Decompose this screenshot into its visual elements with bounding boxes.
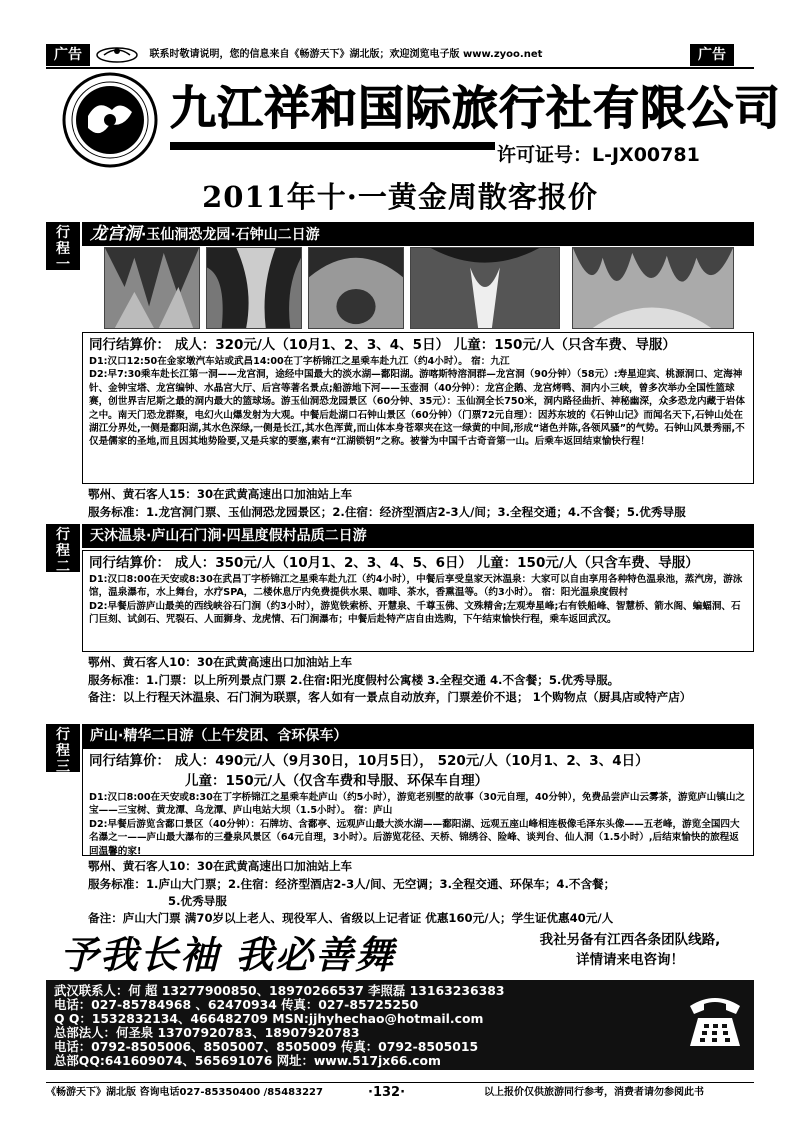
route-label-char: 行 [56,225,70,241]
slogan-note-line: 我社另备有江西各条团队线路, [539,932,721,948]
route-price-1: 同行结算价： 成人：320元/人（10月1、2、3、4、5日） 儿童：150元/人（只含车费、导服） [89,337,676,353]
itinerary-day: D1:汉口12:50在金家墩汽车站或武昌14:00在丁字桥锦江之星乘车赴九江（约4小时）。 宿：九江 [89,356,510,367]
footer-left: 《畅游天下》湖北版 咨询电话027-85350400 /85483227 [46,1087,323,1098]
ad-tag-right: 广告 [690,44,734,66]
route-bus-3: 鄂州、黄石客人10：30在武黄高速出口加油站上车 [88,859,353,873]
cave-photo [206,247,302,329]
route-label-3 [46,724,80,775]
route-note-2: 备注：以上行程天沐温泉、石门涧为联票，客人如有一景点自动放弃，门票差价不退； 1个购物点（厨具店或特产店） [88,690,692,704]
route-label-char: 行 [56,527,70,543]
route-price-3: 同行结算价： 成人：490元/人（9月30日，10月5日）， 520元/人（10月1、2、3、4日） [89,753,649,769]
cave-photo-strip [104,247,734,329]
route-itinerary-1 [89,355,747,449]
slogan-note [505,930,755,980]
contact-row: 总部法人：何圣泉 13707920783、18907920783 [54,1025,360,1040]
itinerary-day: D1:汉口8:00在天安或8:30在丁字桥锦江之星乘车赴庐山（约5小时），游览老别墅的故事（30元自理，40分钟），免费品尝庐山云雾茶，游览庐山镇山之宝——三宝树、黄龙潭、乌龙潭、庐山电站大坝（1.5小时）。 宿：庐山 [89,792,746,817]
route-itinerary-2 [89,573,747,627]
page-title: 2011年十·一黄金周散客报价 [202,180,598,214]
route-label-1 [46,222,80,273]
cave-photo [104,247,200,329]
route-detail-box-3 [82,748,754,856]
itinerary-day: D2:早餐后游庐山最美的西线峡谷石门涧（约3小时），游览铁索桥、开慧泉、千尊玉佛、文殊精舍;左观寿星峰;右有铁船峰、智慧桥、箭水阁、蝙蝠洞、石门巨刻、试剑石、咒裂石、人面狮身、龙虎情、石门涧瀑布；中餐后赴特产店自由选购，下午结束愉快行程，乘车返回武汉。 [89,600,741,626]
route-bus-2: 鄂州、黄石客人10：30在武黄高速出口加油站上车 [88,655,353,669]
company-name: 九江祥和国际旅行社有限公司 [170,81,781,135]
route-service-3-cont: 5.优秀导服 [168,894,227,908]
route-detail-box-1 [82,332,754,484]
itinerary-day: D2:早餐后游览含鄱口景区（40分钟）：石牌坊、含鄱亭、远观庐山最大淡水湖——鄱阳湖、远观五座山峰相连极像毛泽东头像——五老峰，游览全国四大名瀑之一——庐山最大瀑布的三叠泉风景区（64元自理，3小时）。后游览花径、天桥、锦绣谷、险峰、谈判台、仙人洞（1.5小时）,后结束愉快的旅程返回温馨的家! [89,818,740,857]
route-label-2 [46,524,80,575]
route-title-bar-1 [82,222,754,246]
route-service-3: 服务标准：1.庐山大门票；2.住宿：经济型酒店2-3人/间、无空调；3.全程交通、环保车；4.不含餐； [88,877,616,891]
route-itinerary-3 [89,791,747,858]
route-service-1: 服务标准：1.龙宫洞门票、玉仙洞恐龙园景区；2.住宿：经济型酒店2-3人/间；3.全程交通；4.不含餐；5.优秀导服 [88,505,686,519]
route-label-char: 行 [56,727,70,743]
ad-tag-left: 广告 [46,44,90,66]
route-label-char: 二 [56,559,70,575]
slogan-calligraphy: 予我长袖 我必善舞 [60,932,396,977]
route-label-char: 程 [56,241,70,257]
route-title-rest: 天沐温泉·庐山石门涧·四星度假村品质二日游 [90,528,367,544]
footer-divider [46,1082,754,1083]
route-label-char: 程 [56,543,70,559]
route-service-2: 服务标准：1.门票：以上所列景点门票 2.住宿:阳光度假村公寓楼 3.全程交通 4.不含餐；5.优秀导服。 [88,673,620,687]
contact-row: 电话：0792-8505006、8505007、8505009 传真：0792-8505015 [54,1039,479,1054]
route-title-bar-3 [82,724,754,748]
telephone-icon [684,988,746,1052]
license-number: 许可证号：L-JX00781 [497,144,700,166]
changyou-logo-icon [94,45,140,63]
top-info-text: 联系时敬请说明，您的信息来自《畅游天下》湖北版；欢迎浏览电子版 www.zyoo.net [149,49,543,60]
company-underline [170,142,495,150]
route-detail-box-2 [82,550,754,652]
route-title-rest: ·玉仙洞恐龙园·石钟山二日游 [141,227,320,243]
header-divider [46,67,754,69]
route-title-bar-2 [82,524,754,548]
top-info-line [94,44,684,66]
route-label-char: 程 [56,743,70,759]
contact-block [46,980,754,1070]
route-price-2: 同行结算价： 成人：350元/人（10月1、2、3、4、5、6日） 儿童：150元/人（只含车费、导服） [89,555,699,571]
page-number: ·132· [368,1085,406,1100]
cave-photo [572,247,734,329]
itinerary-day: D2:早7:30乘车赴长江第一洞——龙宫洞，途经中国最大的淡水湖—鄱阳湖。游喀斯特溶洞群—龙宫洞（90分钟）（58元）:寿星迎宾、桃源洞口、定海神针、金钟宝塔、龙宫编钟、水晶宫大厅、后宫等著名景点;船游地下河——玉壶洞（40分钟）：龙宫企鹅、龙宫烤鸭、洞内小三峡，曾多次举办全国性篮球赛，创世界吉尼斯之最的洞内最大的篮球场。游玉仙洞恐龙园景区（60分钟、35元）：玉仙洞全长750米，洞内路径曲折、神秘幽深，众多恐龙内藏于岩体之中。南天门恐龙群聚，电幻火山爆发射为大观。中餐后赴湖口石钟山景区（60分钟）（门票72元自理）：因苏东坡的《石钟山记》而闻名天下,石钟山处在湖江分界处,一侧是鄱阳湖,其水色深绿,一侧是长江,其水色浑黄,而山体本身苍翠夹在这一绿黄的中间,形成“诸色并陈,各领风骚”的气势。石钟山风景秀丽,不仅是儒家的圣地,而且因其地势险要,又是兵家的要塞,素有“江湖锁钥”之称。被誉为中国千古奇音第一山。后乘车返回结束愉快行程！ [89,369,745,448]
xianghe-seal-icon [60,70,160,170]
route-price-3-child: 儿童：150元/人（仅含车费和导服、环保车自理） [185,773,489,789]
cave-photo [308,247,404,329]
itinerary-day: D1:汉口8:00在天安或8:30在武昌丁字桥锦江之星乘车赴九江（约4小时），中餐后享受皇家天沐温泉：大家可以自由享用各种特色温泉池，蒸汽房，游泳馆，温泉瀑布，水上舞台，水疗SPA，二楼休息厅内免费提供水果、咖啡、茶水，香熏温等。（约3小时）。 宿：阳光温泉度假村 [89,574,743,599]
route-bus-1: 鄂州、黄石客人15：30在武黄高速出口加油站上车 [88,487,353,501]
route-note-3: 备注：庐山大门票 满70岁以上老人、现役军人、省级以上记者证 优惠160元/人；学生证优惠40元/人 [88,911,614,925]
route-title-main: 龙宫洞 [90,224,141,244]
cave-photo [410,247,560,329]
contact-row: 电话：027-85784968 、62470934 传真：027-85725250 [54,997,419,1012]
route-title-rest: 庐山·精华二日游（上午发团、含环保车） [90,728,348,744]
route-label-char: 三 [56,759,70,775]
contact-row: 总部QQ:641609074、565691076 网址：www.517jx66.com [54,1053,441,1068]
footer-right: 以上报价仅供旅游同行参考，消费者请勿参阅此书 [484,1087,704,1098]
slogan-note-line: 详情请来电咨询！ [576,952,684,968]
contact-row: Q Q：1532832134、466482709 MSN:jjhyhechao@hotmail.com [54,1011,484,1026]
contact-row: 武汉联系人：何 超 13277900850、18970266537 李照磊 13163236383 [54,983,505,998]
route-label-char: 一 [56,257,70,273]
